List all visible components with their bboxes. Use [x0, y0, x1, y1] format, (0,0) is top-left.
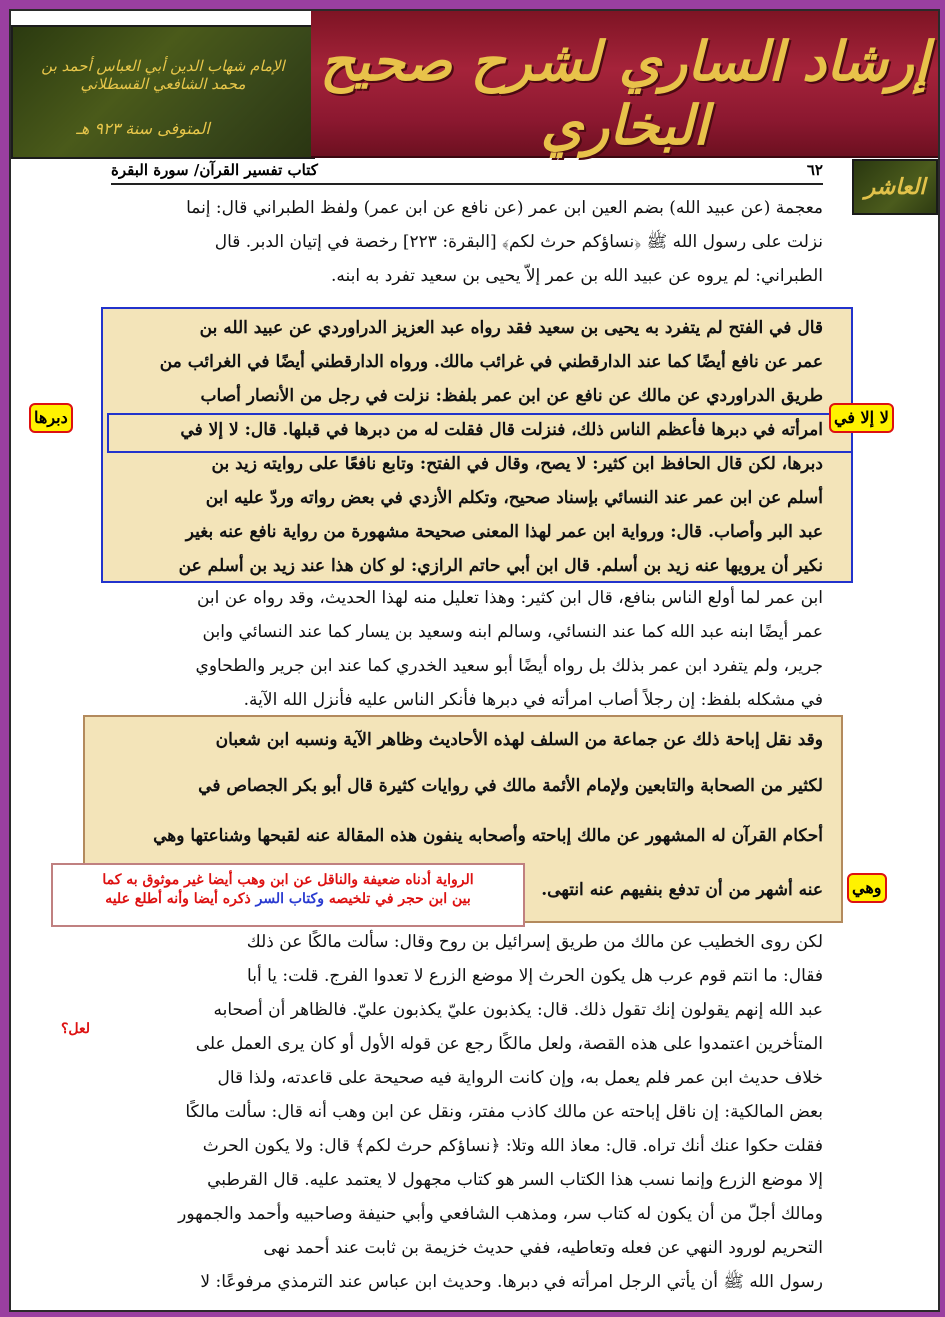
note-part-b: وكتاب السر	[255, 891, 324, 907]
text-line: طريق الدراوردي عن مالك عن نافع عن ابن عمر بلفظ: نزلت في رجل من الأنصار أصاب	[200, 386, 823, 406]
text-line: عمر عن نافع أيضًا كما عند الدارقطني في غرائب مالك. ورواه الدارقطني أيضًا في الغرائب من	[159, 352, 823, 372]
book-title-panel	[311, 11, 938, 158]
text-line: خلاف حديث ابن عمر فلم يعمل به، وإن كانت الرواية فيه صحيحة على قاعدته، ولذا قال	[217, 1068, 823, 1088]
text-line: عنه أشهر من أن تدفع بنفيهم عنه انتهى.	[541, 880, 823, 900]
volume-badge	[852, 159, 938, 215]
paragraph-2	[111, 581, 823, 717]
paragraph-1	[111, 191, 823, 301]
book-title: إرشاد الساري لشرح صحيح البخاري	[320, 29, 929, 157]
note-line-2	[53, 890, 523, 909]
title-banner	[11, 11, 938, 156]
margin-highlight-c: وهي	[847, 873, 887, 903]
text-line: لكن روى الخطيب عن مالك من طريق إسرائيل بن روح وقال: سألت مالكًا عن ذلك	[246, 932, 823, 952]
text-line: في مشكله بلفظ: إن رجلاً أصاب امرأته في دبرها فأنكر الناس عليه فأنزل الله الآية.	[243, 690, 823, 710]
death-date: المتوفى سنة ٩٢٣ هـ	[76, 119, 210, 138]
text-line: لكثير من الصحابة والتابعين ولإمام الأئمة مالك في روايات كثيرة قال أبو بكر الجصاص في	[198, 776, 823, 796]
running-title: كتاب تفسير القرآن/ سورة البقرة	[111, 161, 318, 179]
text-line: امرأته في دبرها فأعظم الناس ذلك، فنزلت قال فقلت له من دبرها في قبلها. قال: لا إلا في	[180, 420, 823, 440]
text-line: جرير، ولم يتفرد ابن عمر بذلك بل رواه أيضًا أبو سعيد الخدري كما عند ابن جرير والطحاوي	[195, 656, 823, 676]
text-line: نزلت على رسول الله ﷺ ﴿نساؤكم حرث لكم﴾ [البقرة: ٢٢٣] رخصة في إتيان الدبر. قال	[214, 232, 823, 252]
editor-note	[51, 863, 525, 927]
text-line: ومالك أجلّ من أن يكون له كتاب سر، ومذهب الشافعي وأبي حنيفة وصاحبيه وأحمد والجمهور	[178, 1204, 823, 1224]
running-header	[111, 161, 823, 185]
text-line: إلا موضع الزرع وإنما نسب هذا الكتاب السر هو كتاب مجهول لا يعتمد عليه. قال القرطبي	[207, 1170, 823, 1190]
book-page	[9, 9, 940, 1312]
text-line: بعض المالكية: إن ناقل إباحته عن مالك كاذب مفتر، ونقل عن ابن وهب أنه قال: سألت مالكًا	[185, 1102, 823, 1122]
note-line-1: الرواية أدناه ضعيفة والناقل عن ابن وهب أيضا غير موثوق به كما	[102, 872, 474, 888]
note-part-c: ذكره أيضا وأنه أطلع عليه	[105, 891, 251, 907]
text-line: ابن عمر لما أولع الناس بنافع، قال ابن كثير: وهذا تعليل منه لهذا الحديث، وقد رواه عن ابن	[196, 588, 823, 608]
text-line: قال في الفتح لم يتفرد به يحيى بن سعيد فقد رواه عبد العزيز الدراوردي عن عبيد الله بن	[199, 318, 823, 338]
volume-label: العاشر	[864, 174, 926, 200]
text-line: المتأخرين اعتمدوا على هذه القصة، ولعل مالكًا رجع عن قوله الأول أو كان يرى العمل على	[195, 1034, 823, 1054]
page-number: ٦٢	[806, 161, 823, 179]
text-line: عبد الله إنهم يقولون إنك تقول ذلك. قال: يكذبون عليّ يكذبون عليّ. فالظاهر أن أصحابه	[213, 1000, 823, 1020]
text-line: فقال: ما انتم قوم عرب هل يكون الحرث إلا موضع الزرع لا تعدوا الفرج. قلت: يا أبا	[247, 966, 823, 986]
note-part-a: بين ابن حجر في تلخيصه	[328, 891, 471, 907]
text-line: وقد نقل إباحة ذلك عن جماعة من السلف لهذه الأحاديث وظاهر الآية ونسبه ابن شعبان	[215, 730, 823, 750]
author-name: الإمام شهاب الدين أبي العباس أحمد بن محمد الشافعي القسطلاني	[41, 57, 285, 93]
text-line: رسول الله ﷺ أن يأتي الرجل امرأته في دبرها. وحديث ابن عباس عند الترمذي مرفوعًا: لا	[200, 1272, 823, 1292]
text-line: معجمة (عن عبيد الله) بضم العين ابن عمر (عن نافع عن ابن عمر) ولفظ الطبراني قال: إنما	[186, 198, 823, 218]
text-line: أسلم عن ابن عمر عند النسائي بإسناد صحيح، وتكلم الأزدي في بعض رواته وردّ عليه ابن	[205, 488, 823, 508]
paragraph-3	[111, 925, 823, 1305]
text-line: أحكام القرآن له المشهور عن مالك إباحته وأصحابه ينفون هذه المقالة عنه لقبحها وشناعتها وهي	[153, 826, 823, 846]
text-line: دبرها، لكن قال الحافظ ابن كثير: لا يصح، وقال في الفتح: وتابع نافعًا على روايته زيد بن	[211, 454, 823, 474]
text-line: عبد البر وأصاب. قال: ورواية ابن عمر لهذا المعنى صحيحة مشهورة من رواية نافع عنه بغير	[185, 522, 823, 542]
margin-highlight-b: لا إلا في	[829, 403, 894, 433]
text-line: فقلت حكوا عنك أنك تراه. قال: معاذ الله وتلا: ﴿نساؤكم حرث لكم﴾ قال: ولا يكون الحرث	[202, 1136, 823, 1156]
text-line: الطبراني: لم يروه عن عبيد الله بن عمر إلاّ يحيى بن سعيد تفرد به ابنه.	[331, 266, 823, 286]
text-line: عمر أيضًا ابنه عبد الله كما عند النسائي، وسالم ابنه وسعيد بن يسار كما عند النسائي وابن	[202, 622, 823, 642]
author-panel	[11, 25, 315, 159]
text-line: التحريم لورود النهي عن فعله وتعاطيه، ففي حديث خزيمة بن ثابت عند أحمد نهى	[263, 1238, 823, 1258]
box1-text	[111, 311, 823, 581]
text-line: نكير أن يرويها عنه زيد بن أسلم. قال ابن أبي حاتم الرازي: لو كان هذا عند زيد بن أسلم عن	[178, 556, 823, 576]
margin-highlight-a: دبرها	[29, 403, 73, 433]
margin-side-note: لعل؟	[61, 1021, 91, 1037]
